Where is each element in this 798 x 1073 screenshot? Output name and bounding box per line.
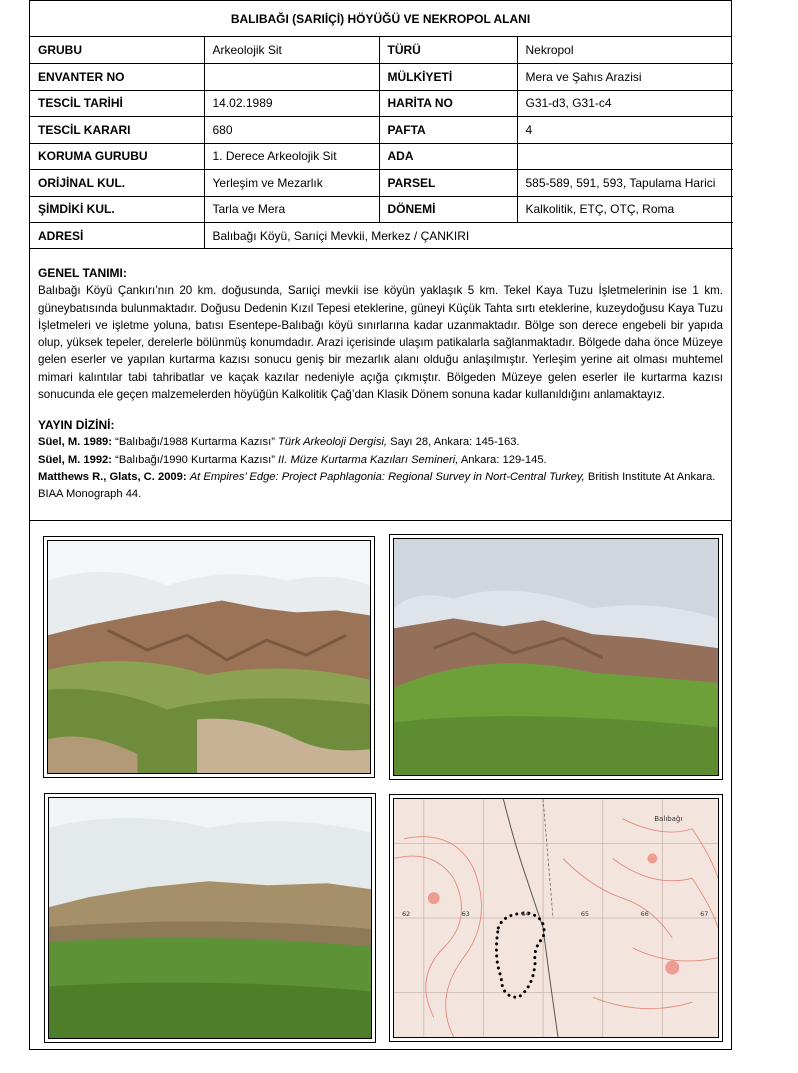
info-row (30, 170, 733, 197)
entry-post: Sayı 28, Ankara: 145-163. (387, 436, 520, 449)
bibliography-entry (38, 469, 723, 503)
address-label: ADRESİ (30, 223, 204, 249)
field-label: ORİJİNAL KUL. (30, 170, 204, 197)
landscape-photo-1 (43, 536, 375, 778)
map-grid-number: 65 (580, 910, 590, 919)
landscape-photo-3 (44, 793, 376, 1043)
entry-author: Matthews R., Glats, C. 2009: (38, 470, 187, 483)
info-row (30, 37, 733, 64)
map-grid-number: 66 (640, 910, 649, 919)
field-value: 1. Derece Arkeolojik Sit (204, 143, 379, 170)
field-label: TESCİL TARİHİ (30, 90, 204, 117)
field-value: Arkeolojik Sit (204, 37, 379, 64)
landscape-photo-2 (389, 534, 723, 780)
topographic-map (389, 794, 723, 1042)
map-grid-number: 64 (521, 910, 530, 919)
field-value: G31-d3, G31-c4 (517, 90, 733, 117)
bibliography-entry (38, 452, 723, 469)
info-row (30, 117, 733, 144)
field-value: 680 (204, 117, 379, 144)
field-value: Tarla ve Mera (204, 196, 379, 223)
map-grid-number: 67 (700, 910, 709, 919)
info-row (30, 196, 733, 223)
field-value (204, 64, 379, 91)
bibliography-heading: YAYIN DİZİNİ: (38, 418, 115, 433)
field-value: 4 (517, 117, 733, 144)
field-value (517, 143, 733, 170)
bibliography-entry (38, 434, 723, 451)
entry-author: Süel, M. 1992: (38, 453, 112, 466)
field-label: GRUBU (30, 37, 204, 64)
field-label: MÜLKİYETİ (379, 64, 517, 91)
section-divider (30, 520, 731, 521)
map-grid-number: 63 (461, 910, 470, 919)
field-label: PARSEL (379, 170, 517, 197)
info-row (30, 90, 733, 117)
description-section (30, 249, 731, 503)
entry-post: British Institute At Ankara. BIAA Monograph 44. (38, 470, 716, 500)
field-value: 585-589, 591, 593, Tapulama Harici (517, 170, 733, 197)
field-label: ŞİMDİKİ KUL. (30, 196, 204, 223)
field-label: HARİTA NO (379, 90, 517, 117)
info-table (30, 37, 733, 249)
entry-author: Süel, M. 1989: (38, 436, 112, 449)
field-label: ADA (379, 143, 517, 170)
entry-post: Ankara: 129-145. (458, 453, 547, 466)
info-row (30, 143, 733, 170)
field-label: DÖNEMİ (379, 196, 517, 223)
field-label: TÜRÜ (379, 37, 517, 64)
field-value: Mera ve Şahıs Arazisi (517, 64, 733, 91)
entry-italic: II. Müze Kurtarma Kazıları Semineri, (278, 453, 459, 466)
field-value: Yerleşim ve Mezarlık (204, 170, 379, 197)
entry-pre: “Balıbağı/1990 Kurtarma Kazısı” (112, 453, 279, 466)
sheet-title: BALIBAĞI (SARIİÇİ) HÖYÜĞÜ VE NEKROPOL ALANI (30, 1, 731, 37)
field-label: PAFTA (379, 117, 517, 144)
field-label: KORUMA GURUBU (30, 143, 204, 170)
entry-pre: “Balıbağı/1988 Kurtarma Kazısı” (112, 436, 279, 449)
map-place-label: Balıbağı (654, 814, 683, 823)
bibliography (38, 417, 723, 502)
info-row (30, 64, 733, 91)
field-value: Nekropol (517, 37, 733, 64)
entry-italic: At Empires’ Edge: Project Paphlagonia: Regional Survey in Nort-Central Turkey, (189, 470, 585, 483)
address-row (30, 223, 733, 249)
general-text: Balıbağı Köyü Çankırı’nın 20 km. doğusunda, Sarıiçi mevkii ise köyün yaklaşık 5 km. Tekel Kaya Tuzu İşletmelerinin ise 1 km. güneybatısında bulunmaktadır. Doğusu Dedenin Kızıl Tepesi eteklerine, güneyi Küçük Tahta sırtı eteklerine, kuzeydoğusu Kaya Tuzu İşletmeleri ve işletme yoluna, batısı Esentepe-Balıbağı köyü sınırlarına kadar uzanmaktadır. Bölge son derece engebeli bir yapıda olup, yüksek tepeler, derelerle bölünmüş konumdadır. Arazi içerisinde ulaşım patikalarla sağlanmaktadır. Bölgede daha önce Müzeye gelen eserler ve yapılan kurtarma kazısı sonucu geniş bir mezarlık alanı olduğu anlaşılmıştır. Yerleşim yerine ait olması muhtemel mimari kalıntılar tabi tahribatlar ve kaçak kazılar nedeniyle açığa çıkmıştır. Bölgeden Müzeye gelen eserler ile kurtarma kazısı sonucunda ele geçen malzemelerden höyüğün Kalkolitik Çağ’dan Klasik Dönem sonuna kadar kullanıldığını anlamaktayız. (38, 284, 723, 402)
general-heading: GENEL TANIMI: (38, 266, 127, 280)
field-value: Kalkolitik, ETÇ, OTÇ, Roma (517, 196, 733, 223)
entry-italic: Türk Arkeoloji Dergisi, (278, 436, 388, 449)
address-value: Balıbağı Köyü, Sarıiçi Mevkii, Merkez / ÇANKIRI (204, 223, 733, 249)
map-grid-number: 62 (401, 910, 411, 919)
inventory-sheet (29, 0, 732, 1050)
field-value: 14.02.1989 (204, 90, 379, 117)
field-label: ENVANTER NO (30, 64, 204, 91)
field-label: TESCİL KARARI (30, 117, 204, 144)
